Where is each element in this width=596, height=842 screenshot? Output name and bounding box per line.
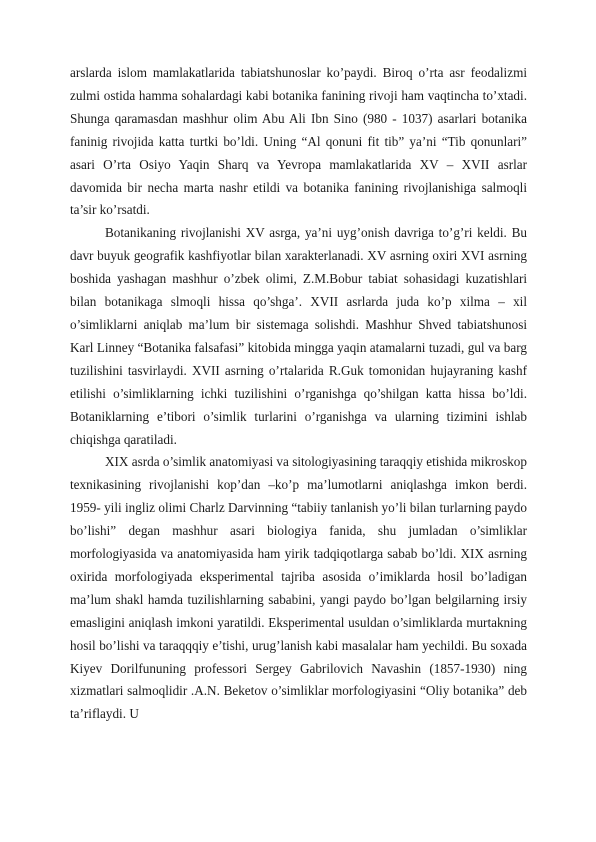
- body-text: [70, 62, 527, 726]
- paragraph-1: arslarda islom mamlakatlarida tabiatshunoslar ko’paydi. Biroq o’rta asr feodalizmi zulmi ostida hamma sohalardagi kabi botanika fanining rivoji ham vaqtincha to’xtadi. Shunga qaramasdan mashhur olim Abu Ali Ibn Sino (980 - 1037) asarlari botanika faninig rivojida katta turtki bo’ldi. Uning “Al qonuni fit tib” ya’ni “Tib qonunlari” asari O’rta Osiyo Yaqin Sharq va Yevropa mamlakatlarida XV – XVII asrlar davomida bir necha marta nashr etildi va botanika fanining rivojlanishiga salmoqli ta’sir ko’rsatdi.: [70, 65, 527, 218]
- paragraph-3: XIX asrda o’simlik anatomiyasi va sitologiyasining taraqqiy etishida mikroskop texnikasining rivojlanishi kop’dan –ko’p ma’lumotlarni aniqlashga imkon berdi. 1959- yili ingliz olimi Charlz Darvinning “tabiiy tanlanish yo’li bilan turlarning paydo bo’lishi” degan mashhur asari biologiya fanida, shu jumladan o’simliklar morfologiyasida va anatomiyasida ham yirik tadqiqotlarga sabab bo’ldi. XIX asrning oxirida morfologiyada eksperimental tajriba asosida o’imiklarda hosil bo’ladigan ma’lum shakl hamda tuzilishlarning sababini, yangi paydo bo’lgan belgilarning irsiy emasligini aniqlash imkoni yaratildi. Eksperimental usuldan o’simliklarda murtakning hosil bo’lishi va taraqqqiy e’tishi, urug’lanish kabi masalalar ham yechildi. Bu soxada Kiyev Dorilfununing professori Sergey Gabrilovich Navashin (1857-1930) ning xizmatlari salmoqlidir .A.N. Beketov o’simliklar morfologiyasini “Oliy botanika” deb ta’riflaydi. U: [70, 454, 527, 722]
- paragraph-2: Botanikaning rivojlanishi XV asrga, ya’ni uyg’onish davriga to’g’ri keldi. Bu davr buyuk geografik kashfiyotlar bilan xarakterlanadi. XV asrning oxiri XVI asrning boshida yashagan mashhur o’zbek olimi, Z.M.Bobur tabiat sohasidagi kuzatishlari bilan botanikaga slmoqli hissa qo’shga’. XVII asrlarda juda ko’p xilma – xil o’simliklarni aniqlab ma’lum bir sistemaga solishdi. Mashhur Shved tabiatshunosi Karl Linney “Botanika falsafasi” kitobida mingga yaqin atamalarni tuzadi, gul va barg tuzilishini tasvirlaydi. XVII asrning o’rtalarida R.Guk tomonidan hujayraning kashf etilishi o’simliklarning ichki tuzilishini o’rganishga qo’shilgan katta hissa bo’ldi. Botaniklarning e’tibori o’simlik turlarini o’rganishga va ularning tizimini ishlab chiqishga qaratiladi.: [70, 225, 527, 447]
